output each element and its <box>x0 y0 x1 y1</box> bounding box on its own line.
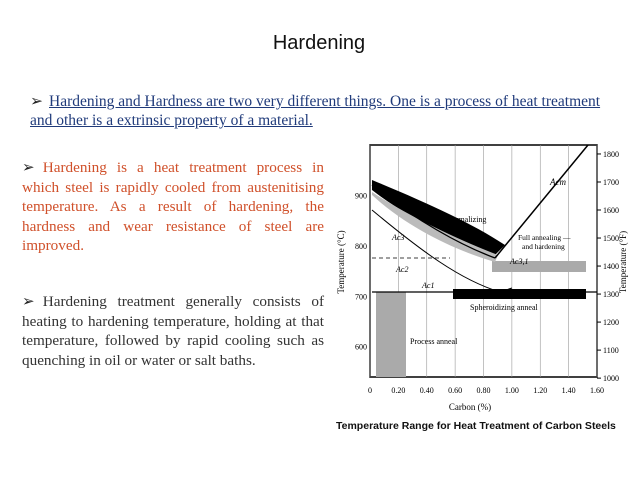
x-tick-label: 0.40 <box>419 386 434 395</box>
full-annealing-band <box>492 261 586 272</box>
y-left-tick-label: 800 <box>355 241 367 251</box>
label-full-annealing-line2: and hardening <box>522 242 565 251</box>
label-ac3: Ac3 <box>392 233 405 242</box>
label-ac31: Ac3,1 <box>510 257 529 266</box>
paragraph-text: Hardening is a heat treatment process in which steel is rapidly cooled from austenitising temperature. As a result of hardening, the hardness and wear resistance of steel are improved. <box>22 159 324 254</box>
bullet-icon: ➢ <box>22 159 35 176</box>
process-anneal-region <box>376 292 406 377</box>
y-left-ticks <box>355 191 367 351</box>
intro-sentence: Hardening and Hardness are two very different things. One is a process of heat treatment and other is a extrinsic property of a material. <box>30 93 601 129</box>
y-right-tick-label: 1000 <box>603 374 619 384</box>
label-full-annealing <box>518 233 572 251</box>
y-left-tick-label: 600 <box>355 342 367 352</box>
slide-title: Hardening <box>272 32 366 54</box>
x-tick-label: 1.20 <box>533 386 548 395</box>
label-acm: Acm <box>550 177 566 187</box>
x-tick-label: 0.20 <box>391 386 406 395</box>
heat-treatment-diagram <box>330 140 630 440</box>
x-axis-label: Carbon (%) <box>448 402 492 412</box>
label-process-anneal: Process anneal <box>410 337 458 346</box>
x-tick-label: 1.40 <box>561 386 576 395</box>
y-right-tick-label: 1400 <box>603 262 619 272</box>
intro-text <box>30 92 610 130</box>
label-spheroidizing: Spheroidizing anneal <box>470 303 538 312</box>
x-tick-label: 1.60 <box>590 386 604 395</box>
y-right-tick-label: 1800 <box>603 149 619 159</box>
y-right-tick-label: 1200 <box>603 318 619 328</box>
y-right-tick-label: 1600 <box>603 206 619 216</box>
label-ac1: Ac1 <box>422 281 435 290</box>
paragraph-hardening-treatment <box>22 292 324 370</box>
x-tick-label: 0.80 <box>476 386 491 395</box>
x-tick-label: 0.60 <box>448 386 463 395</box>
y-right-tick-label: 1700 <box>603 177 619 187</box>
label-ac2: Ac2 <box>396 265 409 274</box>
y-axis-label-right: Temperature (°F) <box>618 230 628 294</box>
bullet-icon: ➢ <box>22 293 35 310</box>
y-right-tick-label: 1300 <box>603 290 619 300</box>
y-right-tick-label: 1100 <box>603 346 619 356</box>
y-axis-label-left: Temperature (°C) <box>336 230 346 294</box>
paragraph-text: Hardening treatment generally consists of heating to hardening temperature, holding at that temperature, followed by rapid cooling such as quenching in oil or water or salt baths. <box>22 293 324 369</box>
y-left-tick-label: 900 <box>355 191 367 201</box>
label-normalizing: Normalizing <box>446 215 487 224</box>
spheroidizing-band <box>453 289 586 299</box>
y-left-tick-label: 700 <box>355 292 367 302</box>
y-right-ticks <box>597 150 619 383</box>
label-full-annealing-line1: Full annealing — <box>518 233 571 242</box>
bullet-icon: ➢ <box>30 93 43 110</box>
x-ticks <box>368 386 604 395</box>
x-tick-label: 1.00 <box>504 386 519 395</box>
x-tick-label: 0 <box>368 386 372 395</box>
y-right-tick-label: 1500 <box>603 234 619 244</box>
paragraph-hardening-definition <box>22 158 324 256</box>
diagram-caption: Temperature Range for Heat Treatment of Carbon Steels <box>336 420 616 432</box>
